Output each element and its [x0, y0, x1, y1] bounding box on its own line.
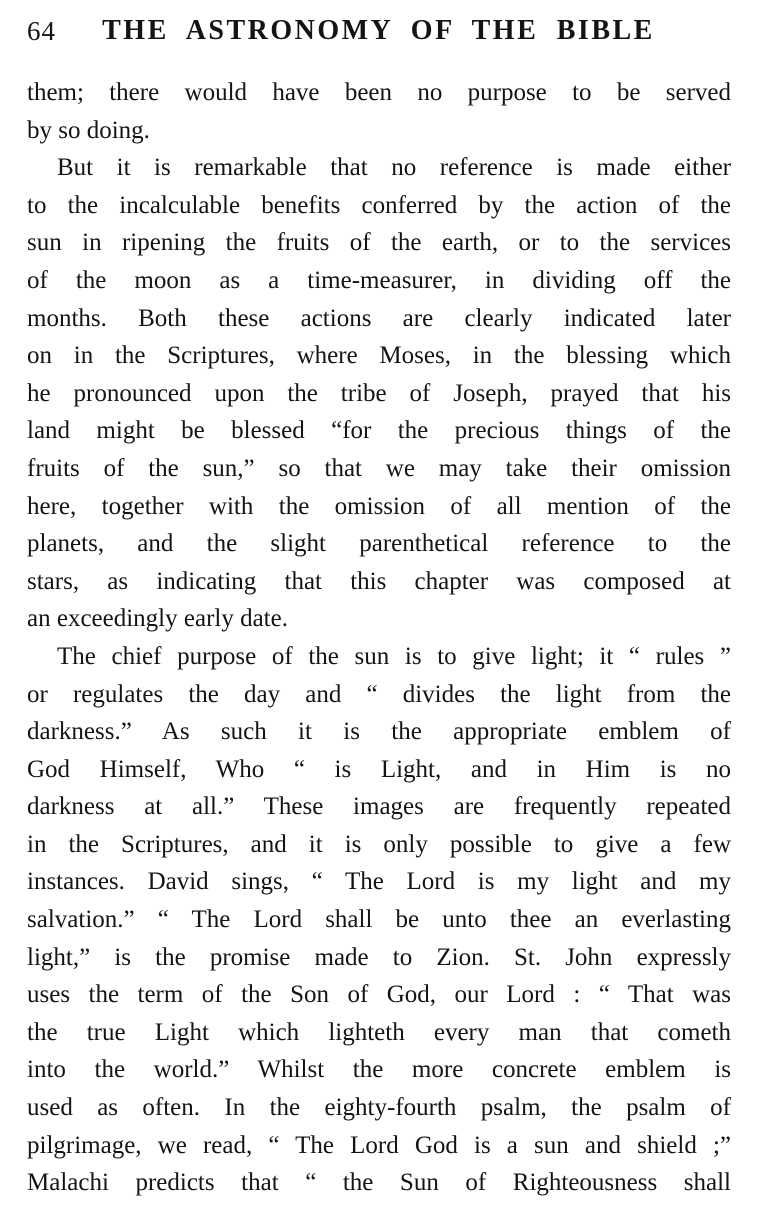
text-line: instances. David sings, “ The Lord is my light and my: [27, 868, 731, 896]
page-number: 64: [27, 16, 56, 46]
text-line: darkness.” As such it is the appropriate emblem of: [27, 718, 731, 746]
text-line: But it is remarkable that no reference is made either: [57, 154, 731, 182]
text-line: months. Both these actions are clearly indicated later: [27, 304, 731, 332]
text-line: fruits of the sun,” so that we may take their omission: [27, 454, 731, 482]
paragraph: [27, 149, 731, 638]
text-line: by so doing.: [27, 116, 150, 144]
text-line: pilgrimage, we read, “ The Lord God is a sun and shield ;”: [27, 1131, 731, 1159]
text-line: uses the term of the Son of God, our Lord : “ That was: [27, 981, 731, 1009]
text-line: or regulates the day and “ divides the light from the: [27, 680, 731, 708]
page-header: [0, 14, 757, 54]
text-line: light,” is the promise made to Zion. St. John expressly: [27, 943, 731, 971]
text-line: an exceedingly early date.: [27, 605, 288, 633]
page-body: [27, 74, 731, 1202]
text-line: the true Light which lighteth every man that cometh: [27, 1018, 731, 1046]
text-line: salvation.” “ The Lord shall be unto thee an everlasting: [27, 906, 731, 934]
text-line: planets, and the slight parenthetical reference to the: [27, 530, 731, 558]
text-line: The chief purpose of the sun is to give light; it “ rules ”: [57, 642, 731, 670]
text-line: them; there would have been no purpose to be served: [27, 79, 731, 106]
paragraph: [27, 638, 731, 1202]
text-line: into the world.” Whilst the more concrete emblem is: [27, 1056, 731, 1084]
running-title: THE ASTRONOMY OF THE BIBLE: [102, 15, 655, 46]
text-line: sun in ripening the fruits of the earth, or to the services: [27, 229, 731, 257]
paragraph: [27, 74, 731, 149]
text-line: land might be blessed “for the precious things of the: [27, 417, 731, 445]
text-line: in the Scriptures, and it is only possible to give a few: [27, 830, 731, 858]
text-line: God Himself, Who “ is Light, and in Him is no: [27, 755, 731, 783]
text-line: stars, as indicating that this chapter was composed at: [27, 567, 731, 595]
text-line: here, together with the omission of all mention of the: [27, 492, 731, 520]
text-line: he pronounced upon the tribe of Joseph, prayed that his: [27, 379, 731, 407]
text-line: Malachi predicts that “ the Sun of Righteousness shall: [27, 1169, 731, 1197]
text-line: darkness at all.” These images are frequently repeated: [27, 793, 731, 821]
text-line: of the moon as a time-measurer, in dividing off the: [27, 266, 731, 294]
text-line: used as often. In the eighty-fourth psalm, the psalm of: [27, 1094, 731, 1122]
text-line: to the incalculable benefits conferred by the action of the: [27, 191, 731, 219]
text-line: on in the Scriptures, where Moses, in the blessing which: [27, 342, 731, 370]
